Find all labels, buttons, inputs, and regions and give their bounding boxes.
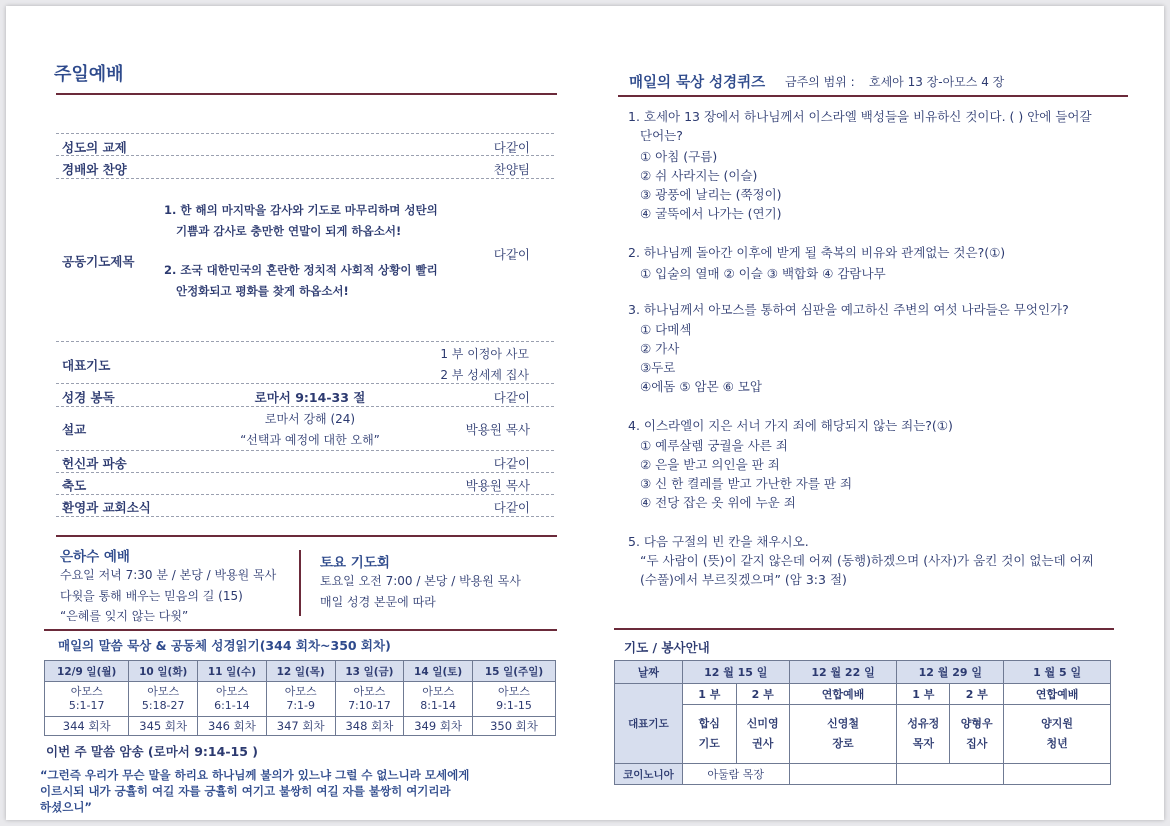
prayer-line: 안정화되고 평화를 찾게 하옵소서! bbox=[176, 284, 349, 298]
quiz-range-value: 호세아 13 장-아모스 4 장 bbox=[869, 75, 1005, 89]
leader-title: 장로 bbox=[832, 737, 854, 750]
leader-title: 목자 bbox=[912, 737, 934, 750]
chapter-ref: 5:18-27 bbox=[141, 699, 185, 712]
prayer-leader bbox=[897, 705, 950, 764]
book-name: 아모스 bbox=[147, 685, 180, 698]
leader-title: 권사 bbox=[752, 737, 774, 750]
service-title: 기도 / 봉사안내 bbox=[624, 640, 710, 655]
count-cell: 347 회차 bbox=[266, 717, 335, 736]
book-name: 아모스 bbox=[215, 685, 248, 698]
order-label: 축도 bbox=[62, 478, 87, 493]
order-right: 다같이 bbox=[493, 500, 530, 515]
memory-verse-text bbox=[40, 767, 469, 815]
memory-verse-title: 이번 주 말씀 암송 (로마서 9:14-15 ) bbox=[46, 744, 258, 759]
order-label: 성경 봉독 bbox=[62, 390, 115, 405]
quiz-question: 5. 다음 구절의 빈 칸을 채우시오. bbox=[628, 534, 809, 549]
service-part: 연합예배 bbox=[789, 684, 897, 705]
divider bbox=[614, 628, 1114, 630]
order-center: 로마서 강해 (24) bbox=[264, 412, 356, 426]
book-name: 아모스 bbox=[422, 685, 455, 698]
reading-title: 매일의 말씀 묵상 & 공동체 성경읽기(344 회차~350 회차) bbox=[58, 638, 391, 653]
quiz-option: ② 은을 받고 의인을 판 죄 bbox=[640, 457, 780, 472]
quiz-answer: (수풀)에서 부르짖겠으며” (암 3:3 절) bbox=[640, 572, 847, 587]
order-label: 성도의 교제 bbox=[62, 140, 127, 155]
order-center: “선택과 예정에 대한 오해” bbox=[240, 433, 380, 447]
header-cell: 1 월 5 일 bbox=[1004, 661, 1111, 684]
divider bbox=[56, 535, 557, 537]
wednesday-title: 은하수 예배 bbox=[60, 549, 130, 565]
wednesday-line: 다윗을 통해 배우는 믿음의 길 (15) bbox=[60, 589, 243, 603]
divider bbox=[56, 450, 554, 451]
book-name: 아모스 bbox=[498, 685, 530, 698]
reading-cell bbox=[404, 682, 473, 717]
service-part: 2 부 bbox=[736, 684, 789, 705]
quiz-question: 2. 하나님께 돌아간 이후에 받게 될 축복의 비유와 관계없는 것은?(①) bbox=[628, 245, 1006, 260]
memory-verse-line: 하셨으니” bbox=[40, 800, 92, 814]
divider bbox=[56, 494, 554, 495]
prayer-line: 1. 한 해의 마지막을 감사와 기도로 마무리하며 성탄의 bbox=[164, 203, 438, 217]
divider bbox=[618, 95, 1128, 97]
order-right: 다같이 bbox=[493, 390, 530, 405]
quiz-option: ① 예루살렘 궁궐을 사른 죄 bbox=[640, 438, 788, 453]
prayer-leader bbox=[682, 705, 736, 764]
order-right: 찬양팀 bbox=[493, 162, 530, 177]
divider bbox=[56, 93, 557, 95]
divider bbox=[56, 178, 554, 179]
quiz-option: ③두로 bbox=[640, 360, 676, 375]
divider bbox=[56, 406, 554, 407]
chapter-ref: 7:10-17 bbox=[348, 699, 391, 712]
leader-name: 양지원 bbox=[1041, 717, 1074, 730]
quiz-option: ③ 광풍에 날리는 (쭉정이) bbox=[640, 187, 782, 202]
order-label: 설교 bbox=[62, 422, 87, 437]
order-right: 다같이 bbox=[493, 456, 530, 471]
chapter-ref: 5:1-17 bbox=[68, 699, 105, 712]
quiz-option: ④ 굴뚝에서 나가는 (연기) bbox=[640, 206, 782, 221]
sunday-service-title: 주일예배 bbox=[54, 64, 124, 85]
row-label: 코이노니아 bbox=[615, 764, 683, 785]
empty-cell bbox=[897, 764, 1004, 785]
row-label: 대표기도 bbox=[615, 684, 683, 764]
day-cell: 13 일(금) bbox=[335, 661, 404, 682]
leader-title: 집사 bbox=[966, 737, 988, 750]
chapter-ref: 8:1-14 bbox=[420, 699, 456, 712]
order-label: 대표기도 bbox=[62, 358, 111, 373]
vertical-divider bbox=[299, 550, 301, 616]
reading-cell bbox=[335, 682, 404, 717]
reading-cell bbox=[198, 682, 267, 717]
header-cell: 12 월 15 일 bbox=[682, 661, 789, 684]
order-right: 2 부 성세제 집사 bbox=[440, 368, 529, 382]
service-part: 연합예배 bbox=[1004, 684, 1111, 705]
prayer-line: 기쁨과 감사로 충만한 연말이 되게 하옵소서! bbox=[176, 224, 402, 238]
order-label: 공동기도제목 bbox=[62, 254, 135, 269]
quiz-question: 4. 이스라엘이 지은 서너 가지 죄에 해당되지 않는 죄는?(①) bbox=[628, 418, 953, 433]
memory-verse-line: “그런즉 우리가 무슨 말을 하리요 하나님께 불의가 있느냐 그럴 수 없느니라 모세에게 bbox=[40, 768, 470, 782]
prayer-leader bbox=[1004, 705, 1111, 764]
day-cell: 11 일(수) bbox=[198, 661, 267, 682]
divider bbox=[56, 472, 554, 473]
count-cell: 345 회차 bbox=[129, 717, 198, 736]
quiz-question: 단어는? bbox=[640, 128, 683, 143]
quiz-question: 3. 하나님께서 아모스를 통하여 심판을 예고하신 주변의 여섯 나라들은 무엇인가? bbox=[628, 302, 1069, 317]
prayer-leader bbox=[736, 705, 789, 764]
wednesday-line: “은혜를 잊지 않는 다윗” bbox=[60, 609, 189, 623]
leader-name: 양형우 bbox=[960, 717, 993, 730]
quiz-answer: “두 사람이 (뜻)이 같지 않은데 어찌 (동행)하겠으며 (사자)가 움킨 것이 없는데 어찌 bbox=[640, 553, 1094, 568]
chapter-ref: 7:1-9 bbox=[286, 699, 315, 712]
quiz-option: ④ 전당 잡은 옷 위에 누운 죄 bbox=[640, 495, 796, 510]
quiz-option: ① 입술의 열매 ② 이슬 ③ 백합화 ④ 감람나무 bbox=[640, 266, 886, 281]
order-right: 다같이 bbox=[493, 140, 530, 155]
quiz-option: ② 쉬 사라지는 (이슬) bbox=[640, 168, 758, 183]
order-label: 경배와 찬양 bbox=[62, 162, 127, 177]
count-cell: 346 회차 bbox=[198, 717, 267, 736]
order-right: 박용원 목사 bbox=[465, 422, 530, 437]
leader-title: 청년 bbox=[1046, 737, 1068, 750]
quiz-option: ④에돔 ⑤ 암몬 ⑥ 모압 bbox=[640, 379, 762, 394]
book-name: 아모스 bbox=[70, 685, 103, 698]
day-cell: 15 일(주일) bbox=[473, 661, 556, 682]
quiz-option: ③ 신 한 켤레를 받고 가난한 자를 판 죄 bbox=[640, 476, 853, 491]
saturday-line: 매일 성경 본문에 따라 bbox=[320, 595, 436, 609]
divider bbox=[56, 133, 554, 134]
empty-cell bbox=[789, 764, 897, 785]
leader-name: 성유정 bbox=[907, 717, 940, 730]
order-label: 환영과 교회소식 bbox=[62, 500, 151, 515]
divider bbox=[44, 629, 557, 631]
count-cell: 344 회차 bbox=[45, 717, 129, 736]
reading-cell bbox=[45, 682, 129, 717]
prayer-leader bbox=[950, 705, 1004, 764]
quiz-option: ① 아침 (구름) bbox=[640, 149, 718, 164]
memory-verse-line: 이르시되 내가 긍휼히 여길 자를 긍휼히 여기고 불쌍히 여길 자를 불쌍히 여기리라 bbox=[40, 784, 451, 798]
divider bbox=[56, 516, 554, 517]
service-part: 1 부 bbox=[897, 684, 950, 705]
prayer-line: 2. 조국 대한민국의 혼란한 정치적 사회적 상황이 빨리 bbox=[164, 263, 438, 277]
chapter-ref: 6:1-14 bbox=[214, 699, 250, 712]
service-part: 2 부 bbox=[950, 684, 1004, 705]
divider bbox=[56, 383, 554, 384]
wednesday-line: 수요일 저녁 7:30 분 / 본당 / 박용원 목사 bbox=[60, 568, 277, 582]
chapter-ref: 9:1-15 bbox=[496, 699, 532, 712]
leader-name: 신미영 bbox=[746, 717, 779, 730]
order-right: 박용원 목사 bbox=[465, 478, 530, 493]
koinonia-value: 아둘람 목장 bbox=[682, 764, 789, 785]
divider bbox=[56, 341, 554, 342]
header-cell: 12 월 22 일 bbox=[789, 661, 897, 684]
quiz-option: ② 가사 bbox=[640, 341, 680, 356]
saturday-line: 토요일 오전 7:00 / 본당 / 박용원 목사 bbox=[320, 574, 521, 588]
reading-cell bbox=[129, 682, 198, 717]
quiz-question: 1. 호세아 13 장에서 하나님께서 이스라엘 백성들을 비유하신 것이다. ( ) 안에 들어갈 bbox=[628, 109, 1092, 124]
day-cell: 12/9 일(월) bbox=[45, 661, 129, 682]
day-cell: 12 일(목) bbox=[266, 661, 335, 682]
count-cell: 349 회차 bbox=[404, 717, 473, 736]
day-cell: 10 일(화) bbox=[129, 661, 198, 682]
book-name: 아모스 bbox=[353, 685, 386, 698]
header-cell: 날짜 bbox=[615, 661, 683, 684]
divider bbox=[56, 155, 554, 156]
quiz-option: ① 다메섹 bbox=[640, 322, 692, 337]
leader-name: 합심 bbox=[698, 717, 720, 730]
reading-cell bbox=[266, 682, 335, 717]
book-name: 아모스 bbox=[284, 685, 317, 698]
day-cell: 14 일(토) bbox=[404, 661, 473, 682]
order-label: 헌신과 파송 bbox=[62, 456, 127, 471]
service-part: 1 부 bbox=[682, 684, 736, 705]
empty-cell bbox=[1004, 764, 1111, 785]
leader-title: 기도 bbox=[698, 737, 720, 750]
order-center: 로마서 9:14-33 절 bbox=[254, 390, 366, 405]
service-table bbox=[614, 660, 1111, 785]
header-cell: 12 월 29 일 bbox=[897, 661, 1004, 684]
order-right: 1 부 이정아 사모 bbox=[440, 347, 529, 361]
order-right: 다같이 bbox=[493, 247, 530, 262]
reading-table bbox=[44, 660, 556, 736]
prayer-leader bbox=[789, 705, 897, 764]
count-cell: 350 회차 bbox=[473, 717, 556, 736]
count-cell: 348 회차 bbox=[335, 717, 404, 736]
leader-name: 신영철 bbox=[827, 717, 859, 730]
quiz-title: 매일의 묵상 성경퀴즈 bbox=[629, 75, 766, 91]
reading-cell bbox=[473, 682, 556, 717]
saturday-title: 토요 기도회 bbox=[320, 555, 390, 571]
quiz-range-label: 금주의 범위 : bbox=[785, 75, 855, 89]
